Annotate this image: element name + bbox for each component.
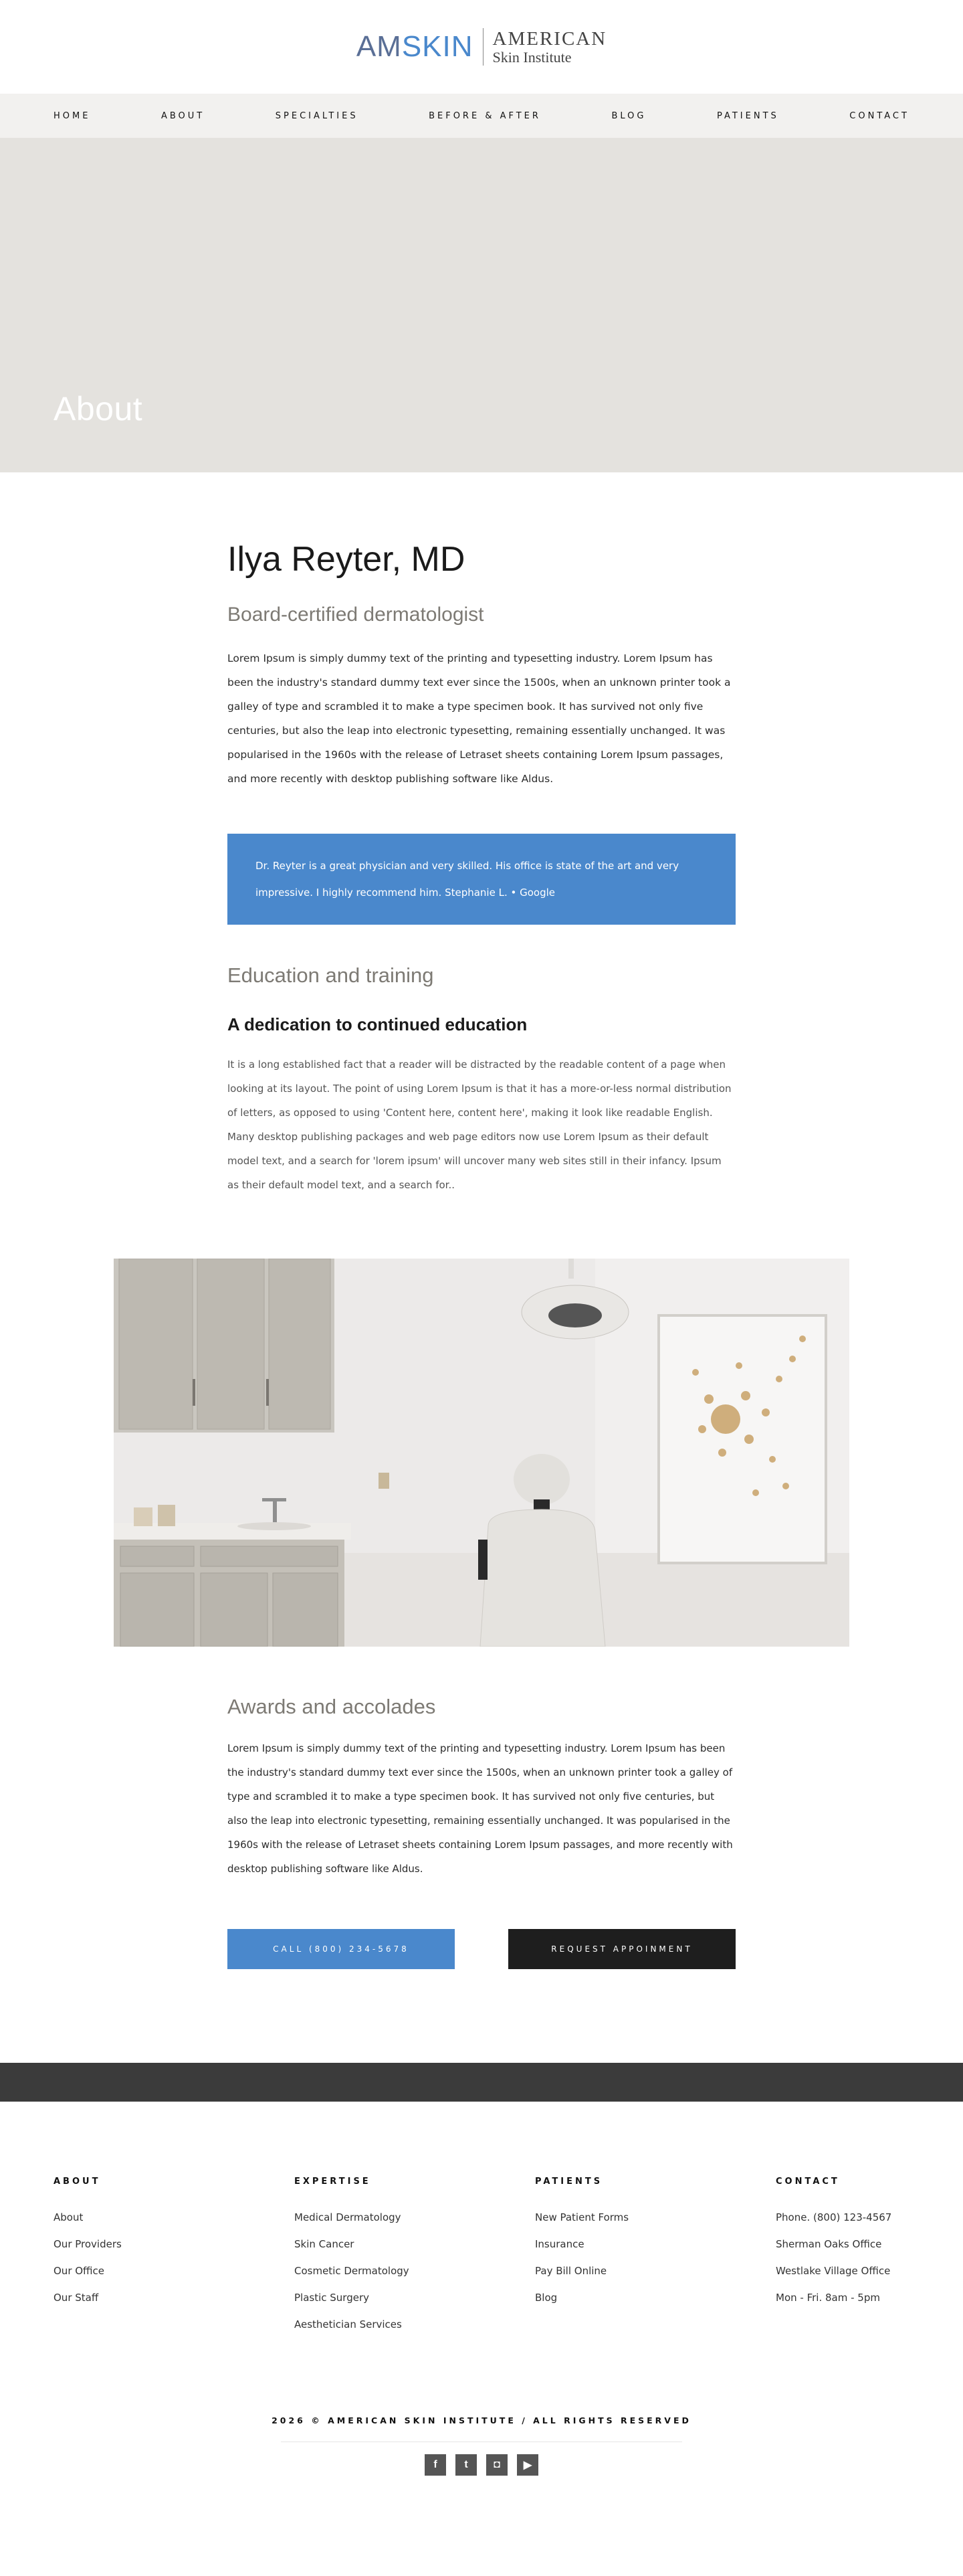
doctor-profile xyxy=(227,472,736,1197)
logo-am: AM xyxy=(356,30,402,63)
instagram-icon[interactable]: ◘ xyxy=(486,2454,508,2476)
nav-item-blog[interactable]: BLOG xyxy=(611,110,647,121)
footer-column-patients xyxy=(535,2177,756,2338)
footer-link[interactable]: Cosmetic Dermatology xyxy=(294,2265,409,2277)
youtube-icon[interactable]: ▶ xyxy=(517,2454,538,2476)
awards-text: Lorem Ipsum is simply dummy text of the printing and typesetting industry. Lorem Ipsum has been the industry's standard dummy text ever since the 1500s, when an unknown printer took a galley of type and scrambled it to make a type specimen book. It has survived not only five centuries, but also the leap into electronic typesetting, remaining essentially unchanged. It was popularised in the 1960s with the release of Letraset sheets containing Lorem Ipsum passages, and more recently with desktop publishing software like Aldus. xyxy=(227,1742,733,1875)
nav-item-home[interactable]: HOME xyxy=(54,110,91,121)
testimonial-quote: Dr. Reyter is a great physician and very skilled. His office is state of the art and very impressive. I highly recommend him. Stephanie L. • Google xyxy=(227,834,736,925)
footer-link[interactable]: Plastic Surgery xyxy=(294,2292,370,2304)
footer-contact-item[interactable]: Westlake Village Office xyxy=(776,2265,891,2277)
footer-link[interactable]: Aesthetician Services xyxy=(294,2318,402,2330)
footer-link[interactable]: Blog xyxy=(535,2292,558,2304)
office-photo xyxy=(114,1259,849,1647)
social-links xyxy=(0,2454,963,2476)
education-heading: Education and training xyxy=(227,963,434,987)
logo-line-1: AMERICAN xyxy=(492,27,607,50)
footer-link[interactable]: Our Office xyxy=(54,2265,105,2277)
footer-column-contact xyxy=(776,2177,909,2338)
footer-link[interactable]: Skin Cancer xyxy=(294,2238,354,2250)
main-nav xyxy=(0,94,963,138)
footer-heading: ABOUT xyxy=(54,2177,101,2187)
footer-link[interactable]: About xyxy=(54,2211,84,2223)
footer-column-expertise xyxy=(294,2177,515,2338)
footer-link[interactable]: Insurance xyxy=(535,2238,584,2250)
doctor-name: Ilya Reyter, MD xyxy=(227,540,465,579)
footer-link[interactable]: Our Staff xyxy=(54,2292,99,2304)
footer-contact-item[interactable]: Sherman Oaks Office xyxy=(776,2238,882,2250)
nav-item-about[interactable]: ABOUT xyxy=(160,110,205,121)
footer-contact-phone[interactable]: Phone. (800) 123-4567 xyxy=(776,2211,892,2223)
request-appointment-button[interactable]: REQUEST APPOINMENT xyxy=(508,1929,736,1969)
doctor-bio: Lorem Ipsum is simply dummy text of the printing and typesetting industry. Lorem Ipsum has been the industry's standard dummy text ever since the 1500s, when an unknown printer took a galley of type and scrambled it to make a type specimen book. It has survived not only five centuries, but also the leap into electronic typesetting, remaining essentially unchanged. It was popularised in the 1960s with the release of Letraset sheets containing Lorem Ipsum passages, and more recently with desktop publishing software like Aldus. xyxy=(227,652,731,785)
office-illustration xyxy=(114,1259,849,1647)
footer-contact-hours: Mon - Fri. 8am - 5pm xyxy=(776,2292,880,2304)
logo-line-2: Skin Institute xyxy=(492,48,572,66)
logo-mark xyxy=(356,30,473,64)
call-button[interactable]: CALL (800) 234-5678 xyxy=(227,1929,455,1969)
hero-banner xyxy=(0,138,963,472)
cta-row xyxy=(227,1929,736,1969)
logo-skin: SKIN xyxy=(401,30,473,63)
footer-divider-band xyxy=(0,2063,963,2102)
site-header xyxy=(0,0,963,94)
footer-heading: EXPERTISE xyxy=(294,2177,371,2187)
awards-section xyxy=(227,1647,736,1969)
doctor-title: Board-certified dermatologist xyxy=(227,604,484,626)
nav-item-patients[interactable]: PATIENTS xyxy=(716,110,779,121)
site-logo[interactable] xyxy=(356,28,607,66)
copyright-text: 2026 © AMERICAN SKIN INSTITUTE / ALL RIGHTS RESERVED xyxy=(272,2415,691,2425)
logo-wordmark xyxy=(493,29,607,65)
footer-columns xyxy=(0,2102,963,2338)
twitter-icon[interactable]: t xyxy=(455,2454,477,2476)
page-title: About xyxy=(54,390,143,428)
footer-link[interactable]: Medical Dermatology xyxy=(294,2211,401,2223)
footer-column-about xyxy=(54,2177,274,2338)
footer-heading: CONTACT xyxy=(776,2177,840,2187)
facebook-icon[interactable]: f xyxy=(425,2454,446,2476)
awards-heading: Awards and accolades xyxy=(227,1695,436,1718)
nav-item-contact[interactable]: CONTACT xyxy=(849,110,909,121)
nav-item-specialties[interactable]: SPECIALTIES xyxy=(275,110,358,121)
site-footer xyxy=(0,2102,963,2476)
education-subheading: A dedication to continued education xyxy=(227,1014,528,1034)
footer-link[interactable]: New Patient Forms xyxy=(535,2211,629,2223)
logo-divider xyxy=(483,28,484,66)
nav-item-before-after[interactable]: BEFORE & AFTER xyxy=(429,110,541,121)
footer-link[interactable]: Our Providers xyxy=(54,2238,122,2250)
education-text: It is a long established fact that a reader will be distracted by the readable content of a page when looking at its layout. The point of using Lorem Ipsum is that it has a more-or-less normal distribution of letters, as opposed to using 'Content here, content here', making it look like readable English. Many desktop publishing packages and web page editors now use Lorem Ipsum as their default model text, and a search for 'lorem ipsum' will uncover many web sites still in their infancy. Ipsum as their default model text, and a search for.. xyxy=(227,1059,732,1191)
footer-heading: PATIENTS xyxy=(535,2177,603,2187)
footer-link[interactable]: Pay Bill Online xyxy=(535,2265,607,2277)
